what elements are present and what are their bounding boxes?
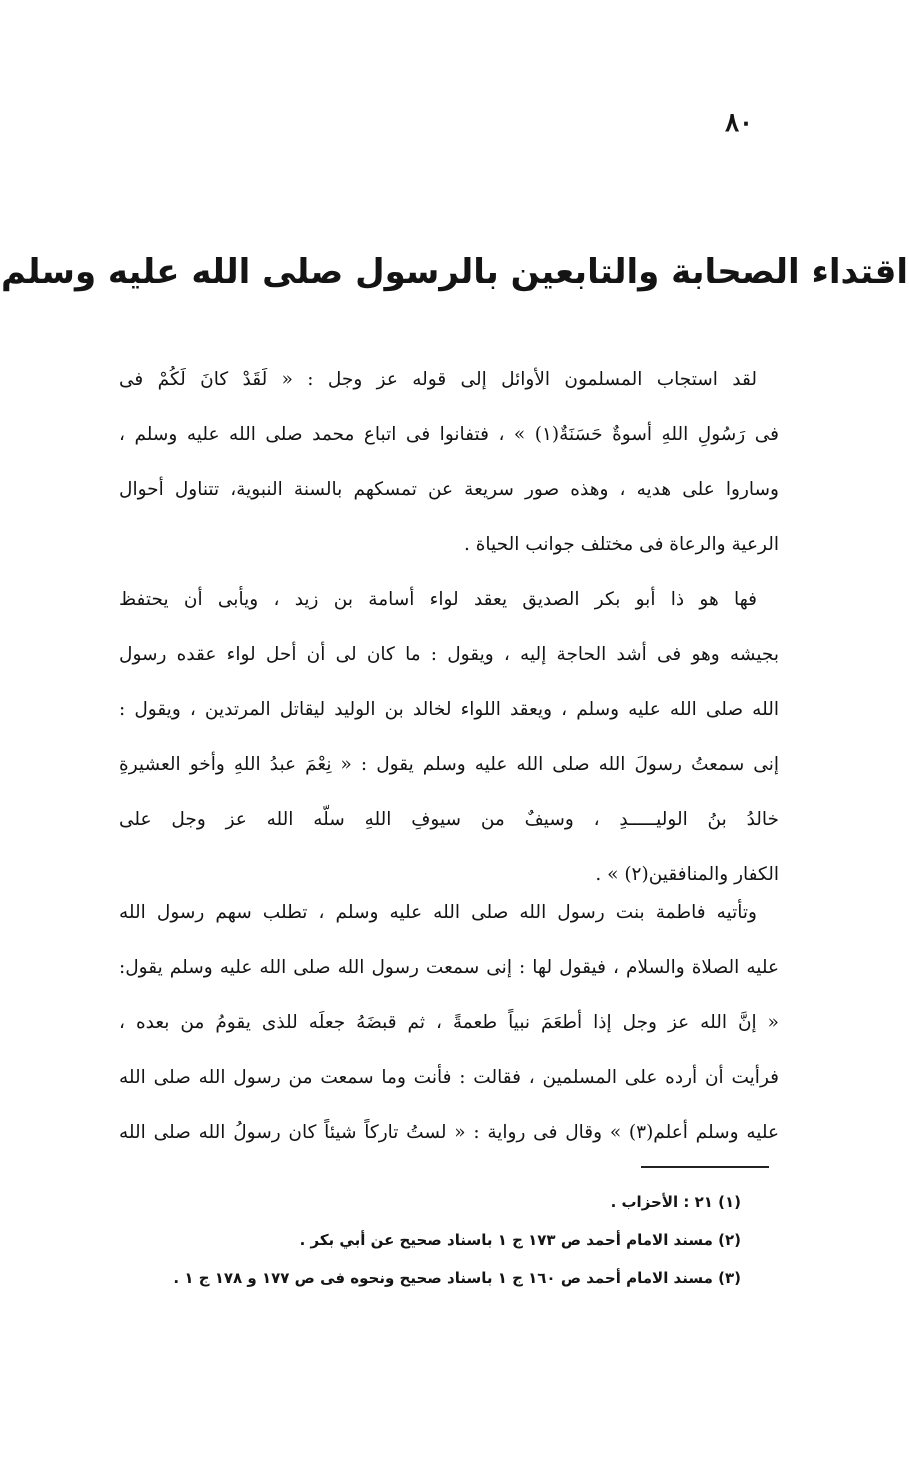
paragraph-line: لقد استجاب المسلمون الأوائل إلى قوله عز وجل : « لَقَدْ كانَ لَكُمْ فى: [119, 369, 757, 390]
paragraph-line: الله صلى الله عليه وسلم ، ويعقد اللواء لخالد بن الوليد ليقاتل المرتدين ، ويقول :: [119, 699, 779, 720]
paragraph-line: وتأتيه فاطمة بنت رسول الله صلى الله عليه وسلم ، تطلب سهم رسول الله: [119, 902, 757, 923]
paragraph-line: إنى سمعتُ رسولَ الله صلى الله عليه وسلم يقول : « نِعْمَ عبدُ اللهِ وأخو العشيرةِ: [119, 754, 779, 775]
footnote-divider: [641, 1166, 769, 1168]
paragraph-line: فى رَسُولِ اللهِ أسوةٌ حَسَنَةٌ(١) » ، فتفانوا فى اتباع محمد صلى الله عليه وسلم ،: [119, 424, 780, 445]
paragraph-line: وساروا على هديه ، وهذه صور سريعة عن تمسكهم بالسنة النبوية، تتناول أحوال: [119, 479, 779, 500]
paragraph-line: « إنَّ الله عز وجل إذا أطعَمَ نبياً طعمةً ، ثم قبضَهُ جعلَه للذى يقومُ من بعده ،: [119, 1012, 779, 1033]
paragraph-line: عليه وسلم أعلم(٣) » وقال فى رواية : « لستُ تاركاً شيئاً كان رسولُ الله صلى الله: [119, 1122, 779, 1143]
paragraph-line: بجيشه وهو فى أشد الحاجة إليه ، ويقول : ما كان لى أن أحل لواء عقده رسول: [119, 644, 779, 665]
paragraph-3: [119, 885, 779, 1160]
chapter-heading: اقتداء الصحابة والتابعين بالرسول صلى الله عليه وسلم: [0, 252, 908, 292]
page-number: ٨٠: [725, 108, 753, 138]
paragraph-1: [119, 352, 779, 572]
paragraph-line: خالدُ بنُ الوليـــــدِ ، وسيفٌ من سيوفِ اللهِ سلّه الله عز وجل على: [119, 809, 779, 830]
paragraph-line: الرعية والرعاة فى مختلف جوانب الحياة .: [463, 534, 779, 555]
paragraph-line: الكفار والمنافقين(٢) » .: [595, 864, 779, 885]
footnote-2: (٢) مسند الامام أحمد ص ١٧٣ ج ١ باسناد صحيح عن أبي بكر .: [299, 1231, 741, 1249]
footnote-3: (٣) مسند الامام أحمد ص ١٦٠ ج ١ باسناد صحيح ونحوه فى ص ١٧٧ و ١٧٨ ج ١ .: [173, 1269, 741, 1287]
paragraph-2: [119, 572, 779, 902]
paragraph-line: فها هو ذا أبو بكر الصديق يعقد لواء أسامة بن زيد ، ويأبى أن يحتفظ: [119, 589, 757, 610]
footnote-1: (١) ٢١ : الأحزاب .: [610, 1193, 741, 1211]
footnotes: [121, 1183, 741, 1297]
paragraph-line: عليه الصلاة والسلام ، فيقول لها : إنى سمعت رسول الله صلى الله عليه وسلم يقول:: [119, 957, 779, 978]
paragraph-line: فرأيت أن أرده على المسلمين ، فقالت : فأنت وما سمعت من رسول الله صلى الله: [119, 1067, 779, 1088]
